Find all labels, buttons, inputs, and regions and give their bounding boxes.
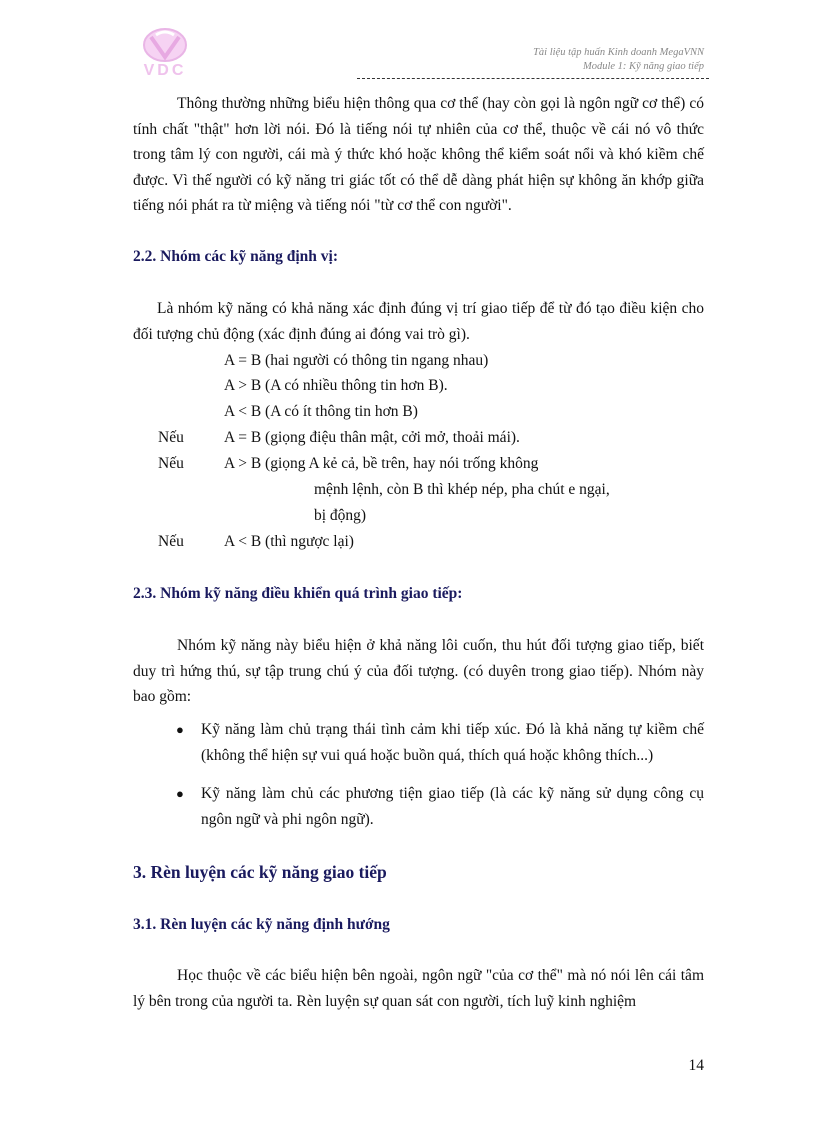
heading-3: 3. Rèn luyện các kỹ năng giao tiếp: [133, 862, 387, 882]
header-rule: [357, 78, 709, 79]
condition-label: Nếu: [158, 455, 184, 472]
condition-text: A < B (thì ngược lại): [224, 533, 354, 550]
heading-2-2: 2.2. Nhóm các kỹ năng định vị:: [133, 248, 338, 265]
relation-less: A < B (A có ít thông tin hơn B): [224, 403, 418, 420]
condition-continuation: bị động): [314, 507, 367, 524]
condition-text: A > B (giọng A kẻ cả, bề trên, hay nói trống không: [224, 455, 539, 472]
heading-3-1: 3.1. Rèn luyện các kỹ năng định hướng: [133, 916, 390, 933]
paragraph-2-3: Nhóm kỹ năng này biểu hiện ở khả năng lôi cuốn, thu hút đối tượng giao tiếp, biết duy trì hứng thú, sự tập trung chú ý của đối tượng. (có duyên trong giao tiếp). Nhóm này bao gồm:: [133, 637, 704, 705]
document-header: [360, 46, 704, 74]
header-module: Module 1: Kỹ năng giao tiếp: [582, 61, 704, 72]
heading-2-3: 2.3. Nhóm kỹ năng điều khiển quá trình giao tiếp:: [133, 585, 463, 602]
vdc-logo-text: VDC: [143, 62, 187, 79]
relation-equal: A = B (hai người có thông tin ngang nhau): [224, 352, 489, 369]
condition-text: A = B (giọng điệu thân mật, cởi mở, thoải mái).: [224, 429, 520, 446]
vdc-logo: [133, 27, 197, 79]
intro-paragraph: Thông thường những biểu hiện thông qua cơ thể (hay còn gọi là ngôn ngữ cơ thể) có tính chất "thật" hơn lời nói. Đó là tiếng nói tự nhiên của cơ thể, thuộc về cái nó vô thức trong tâm lý con người, cái mà ý thức khó hoặc không thể kiểm soát nổi và khó kiềm chế được. Vì thế người có kỹ năng tri giác tốt có thể dễ dàng phát hiện sự không ăn khớp giữa tiếng nói phát ra từ miệng và tiếng nói "từ cơ thể con người".: [133, 95, 704, 214]
bullet-item-2: Kỹ năng làm chủ các phương tiện giao tiếp (là các kỹ năng sử dụng công cụ ngôn ngữ và phi ngôn ngữ).: [201, 785, 704, 828]
condition-label: Nếu: [158, 429, 184, 446]
vdc-logo-mark: [142, 27, 188, 63]
relation-greater: A > B (A có nhiều thông tin hơn B).: [224, 377, 448, 394]
paragraph-3-1: Học thuộc về các biểu hiện bên ngoài, ngôn ngữ "của cơ thể" mà nó nói lên cái tâm lý bên trong của người ta. Rèn luyện sự quan sát con người, tích luỹ kinh nghiệm: [133, 967, 704, 1010]
condition-continuation: mệnh lệnh, còn B thì khép nép, pha chút e ngại,: [314, 481, 610, 498]
paragraph-2-2: Là nhóm kỹ năng có khả năng xác định đúng vị trí giao tiếp để từ đó tạo điều kiện cho đối tượng chủ động (xác định đúng ai đóng vai trò gì).: [133, 300, 704, 343]
condition-label: Nếu: [158, 533, 184, 550]
page-number: 14: [688, 1057, 704, 1074]
bullet-item-1: Kỹ năng làm chủ trạng thái tình cảm khi tiếp xúc. Đó là khả năng tự kiềm chế (không thể hiện sự vui quá hoặc buồn quá, thích quá hoặc không thích...): [201, 721, 704, 764]
header-title: Tài liệu tập huấn Kinh doanh MegaVNN: [533, 47, 704, 58]
bullet-icon: ●: [176, 786, 184, 801]
bullet-icon: ●: [176, 722, 184, 737]
